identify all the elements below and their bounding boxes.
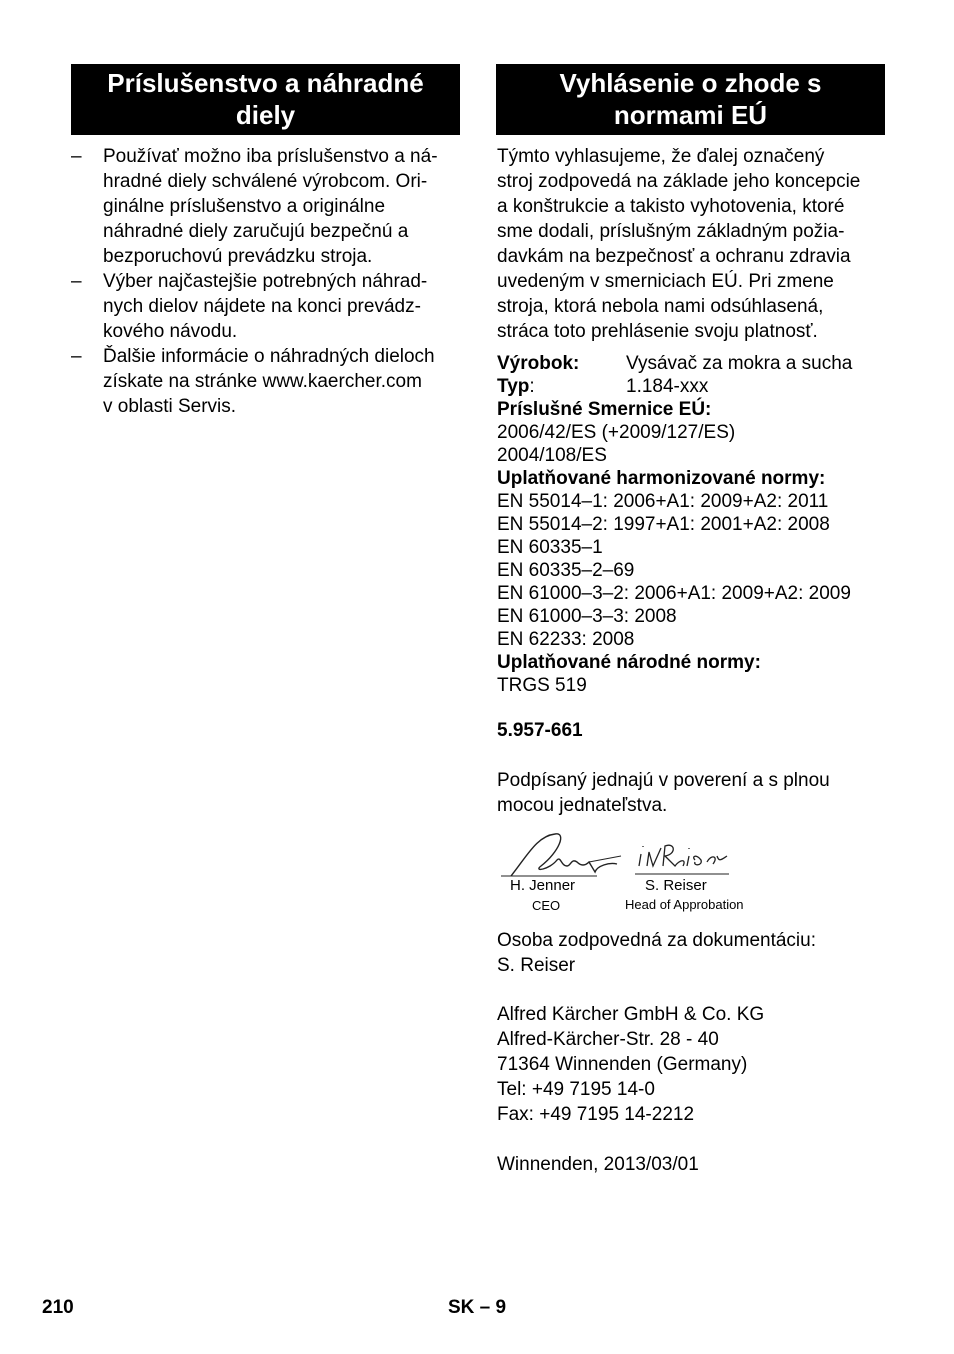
directive-item: 2006/42/ES (+2009/127/ES): [497, 422, 736, 443]
signed-line: Podpísaný jednajú v poverení a s plnou: [497, 770, 830, 791]
list-item: [71, 144, 460, 269]
intro-line: stroj zodpovedá na základe jeho koncepcie: [497, 171, 861, 192]
list-line: náhradné diely zaručujú bezpečnú a: [103, 221, 409, 242]
standard-item: EN 62233: 2008: [497, 629, 635, 650]
list-line: bezporuchovú prevádzku stroja.: [103, 246, 373, 267]
list-line: kového návodu.: [103, 321, 238, 342]
directives-label: Príslušné Smernice EÚ:: [497, 399, 712, 420]
list-line: hradné diely schválené výrobcom. Ori-: [103, 171, 428, 192]
standard-item: EN 61000–3–3: 2008: [497, 606, 677, 627]
signature-jenner-icon: [511, 834, 617, 876]
address-line: Fax: +49 7195 14-2212: [497, 1104, 695, 1125]
intro-line: Týmto vyhlasujeme, že ďalej označený: [497, 146, 825, 167]
harmonized-label: Uplatňované harmonizované normy:: [497, 468, 826, 489]
standard-item: EN 60335–1: [497, 537, 603, 558]
declaration-heading-line1: Vyhlásenie o zhode s: [559, 68, 822, 98]
declaration-heading: [496, 64, 885, 135]
company-address: [497, 1002, 887, 1127]
intro-line: stráca toto prehlásenie svoju platnosť.: [497, 321, 818, 342]
national-item: TRGS 519: [497, 675, 587, 696]
intro-line: uvedeným v smerniciach EÚ. Pri zmene: [497, 271, 834, 292]
accessories-heading: [71, 64, 460, 135]
section-label: SK – 9: [448, 1297, 507, 1318]
signature-reiser-icon: [639, 845, 727, 866]
page-number: 210: [42, 1297, 74, 1318]
address-line: Alfred-Kärcher-Str. 28 - 40: [497, 1029, 719, 1050]
signed-statement: [497, 768, 887, 818]
intro-line: davkám na bezpečnosť a ochranu zdravia: [497, 246, 851, 267]
standard-item: EN 60335–2–69: [497, 560, 635, 581]
list-line: Používať možno iba príslušenstvo a ná-: [103, 146, 438, 167]
address-line: 71364 Winnenden (Germany): [497, 1054, 748, 1075]
product-value: Vysávač za mokra a sucha: [626, 353, 853, 374]
declaration-heading-line2: normami EÚ: [613, 100, 768, 130]
signed-line: mocou jednateľstva.: [497, 795, 668, 816]
accessories-list: [71, 144, 460, 419]
accessories-heading-line2: diely: [235, 100, 296, 130]
intro-line: sme dodali, príslušným základným požia-: [497, 221, 845, 242]
type-value: 1.184-xxx: [626, 376, 709, 397]
standard-item: EN 55014–1: 2006+A1: 2009+A2: 2011: [497, 491, 829, 512]
standard-item: EN 61000–3–2: 2006+A1: 2009+A2: 2009: [497, 583, 851, 604]
directive-item: 2004/108/ES: [497, 445, 607, 466]
list-item: [71, 344, 460, 419]
list-dash: –: [71, 146, 82, 167]
address-line: Tel: +49 7195 14-0: [497, 1079, 655, 1100]
standard-item: EN 55014–2: 1997+A1: 2001+A2: 2008: [497, 514, 830, 535]
type-label: Typ: [497, 376, 530, 397]
list-line: Ďalšie informácie o náhradných dieloch: [103, 346, 435, 367]
product-details: [497, 352, 887, 697]
list-item: [71, 269, 460, 344]
type-row: [497, 375, 887, 398]
address-line: Alfred Kärcher GmbH & Co. KG: [497, 1004, 765, 1025]
documentation-responsible: [497, 928, 887, 978]
national-label: Uplatňované národné normy:: [497, 652, 761, 673]
signer-jenner-name: H. Jenner: [510, 877, 576, 894]
list-dash: –: [71, 346, 82, 367]
product-row: [497, 352, 887, 375]
product-label: Výrobok:: [497, 353, 580, 374]
list-dash: –: [71, 271, 82, 292]
list-line: v oblasti Servis.: [103, 396, 237, 417]
list-line: ginálne príslušenstvo a originálne: [103, 196, 386, 217]
documentation-label: Osoba zodpovedná za dokumentáciu:: [497, 930, 816, 951]
accessories-heading-line1: Príslušenstvo a náhradné: [107, 68, 424, 98]
signer-jenner-role: CEO: [532, 898, 561, 913]
place-date: Winnenden, 2013/03/01: [497, 1154, 699, 1175]
list-line: Výber najčastejšie potrebných náhrad-: [103, 271, 428, 292]
list-line: získate na stránke www.kaercher.com: [103, 371, 422, 392]
intro-line: a konštrukcie a takisto vyhotovenia, ktoré: [497, 196, 845, 217]
type-colon: :: [529, 376, 535, 397]
intro-line: stroja, ktorá nebola nami odsúhlasená,: [497, 296, 824, 317]
signer-reiser-role: Head of Approbation: [625, 897, 744, 912]
signer-reiser-name: S. Reiser: [645, 877, 707, 894]
declaration-intro: [497, 144, 887, 344]
documentation-name: S. Reiser: [497, 955, 576, 976]
document-number: 5.957-661: [497, 720, 583, 741]
list-line: nych dielov nájdete na konci prevádz-: [103, 296, 421, 317]
